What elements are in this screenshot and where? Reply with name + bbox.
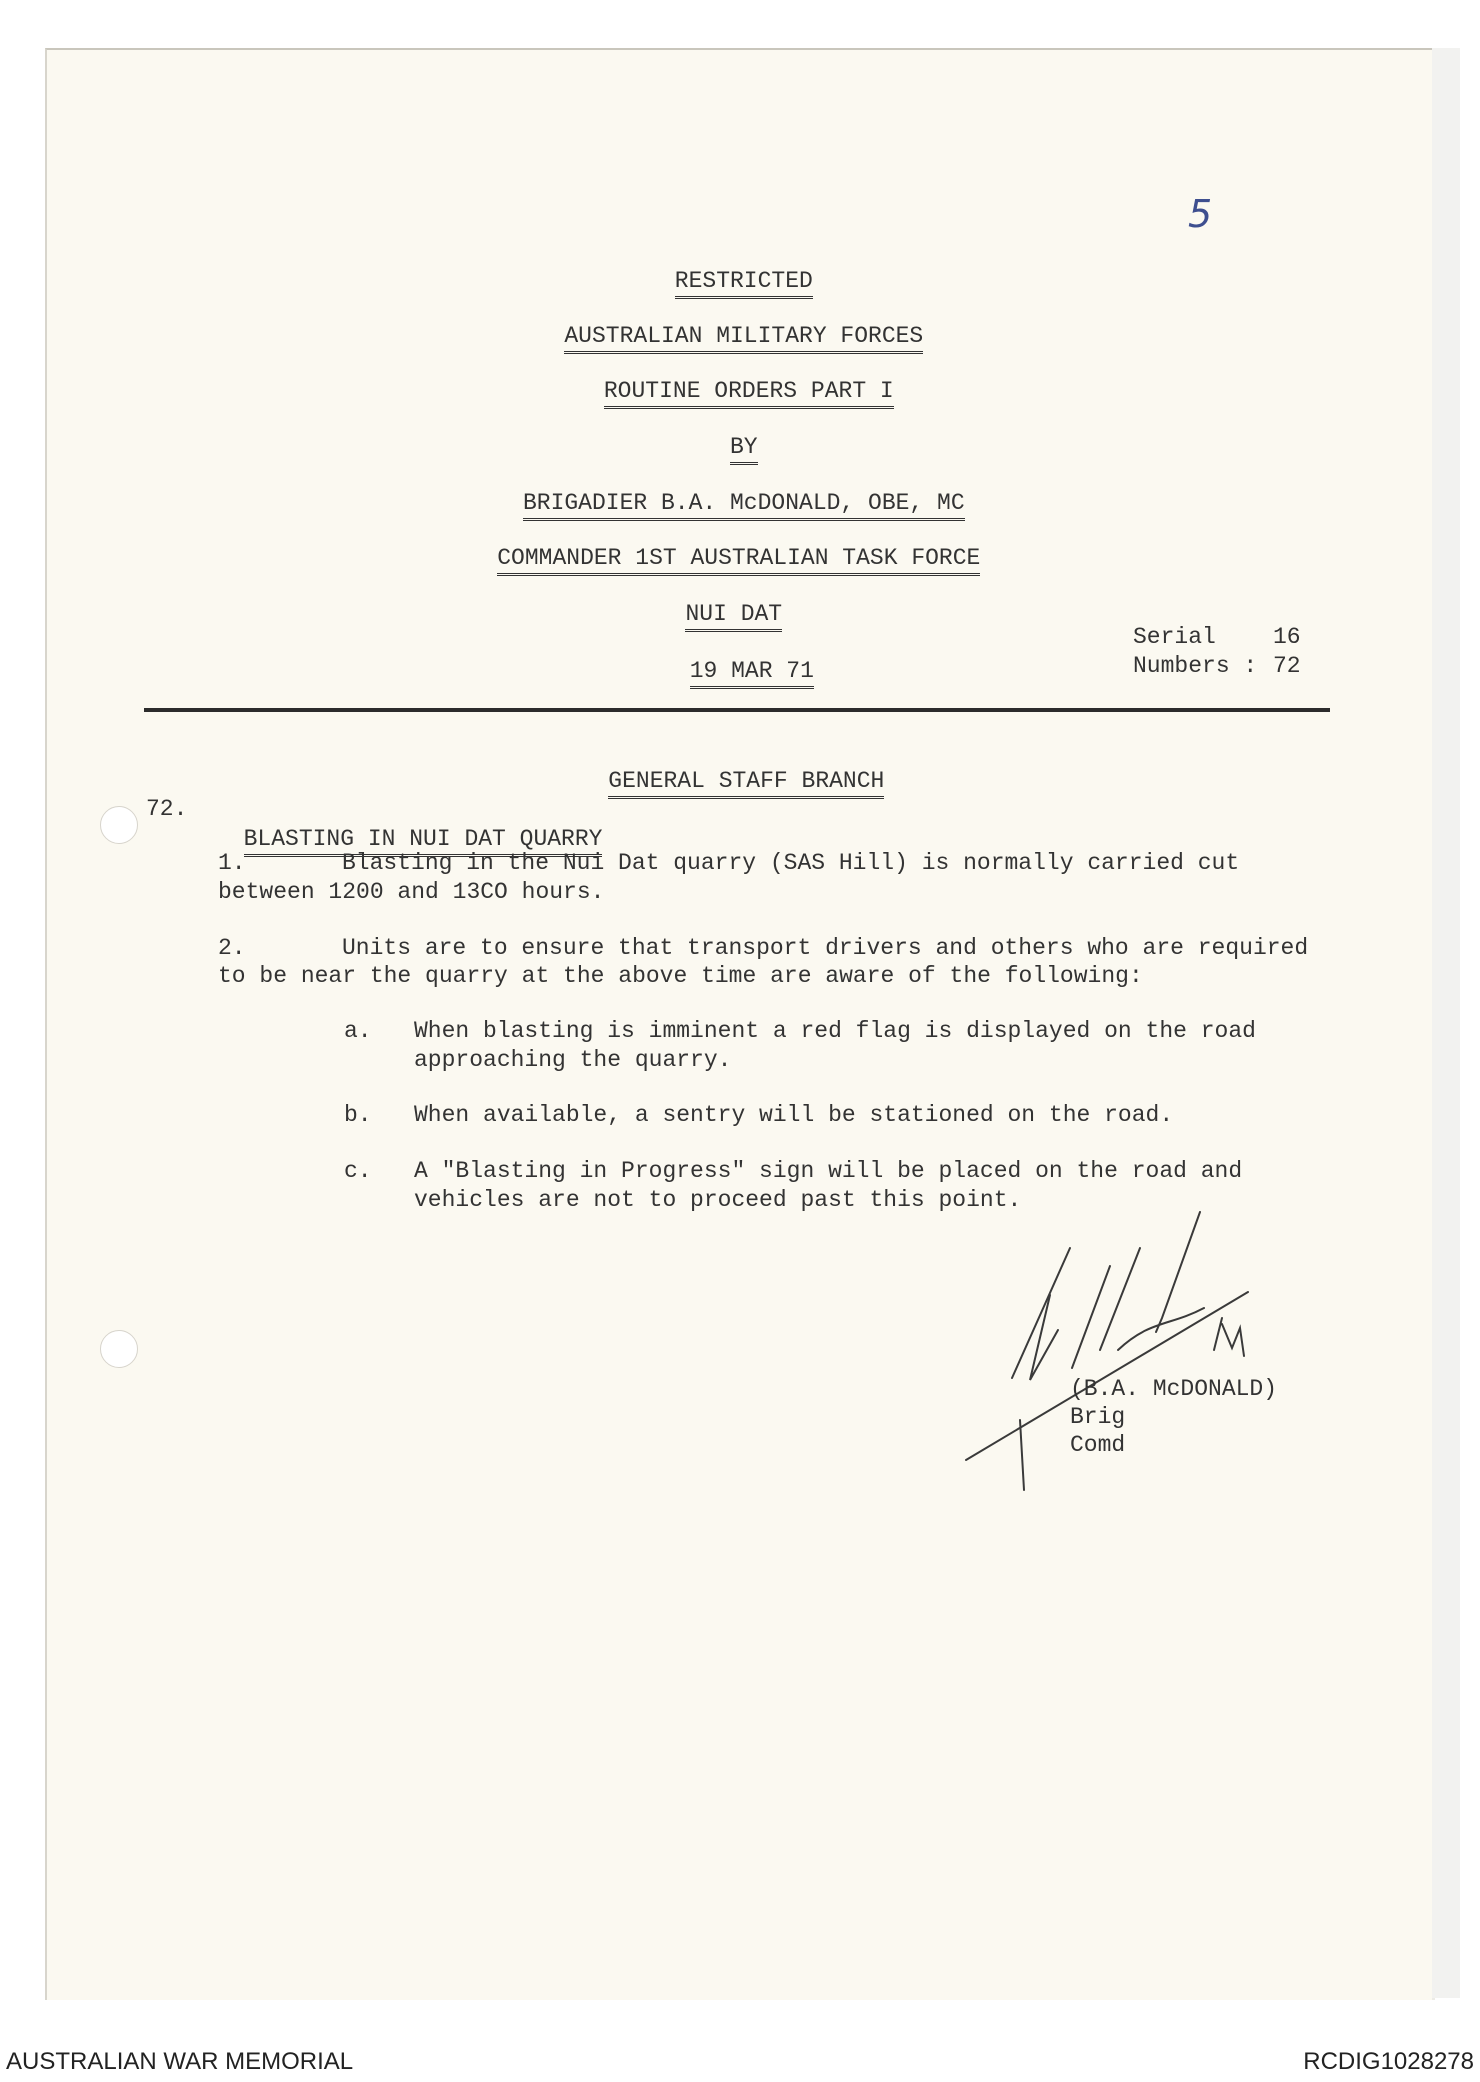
header-officer: BRIGADIER B.A. McDONALD, OBE, MC [0, 458, 1460, 521]
numbers-label: Numbers : [1133, 653, 1258, 679]
serial-label: Serial [1133, 624, 1216, 650]
header-date: 19 MAR 71 [0, 626, 1476, 689]
serial-value: 16 [1273, 624, 1301, 650]
signature-role: Comd [1070, 1432, 1126, 1458]
subitem-c-label: c. [344, 1158, 372, 1184]
header-location: NUI DAT [0, 569, 1440, 632]
subitem-c-line-1: A "Blasting in Progress" sign will be placed on the road and [414, 1158, 1243, 1184]
header-orders: ROUTINE ORDERS PART I [0, 346, 1470, 409]
item-title: BLASTING IN NUI DAT QUARRY [216, 794, 602, 857]
subitem-a-line-1: When blasting is imminent a red flag is displayed on the road [414, 1018, 1256, 1044]
footer-archive-name: AUSTRALIAN WAR MEMORIAL [6, 2048, 354, 2075]
signature-name: (B.A. McDONALD) [1070, 1376, 1278, 1402]
item-number: 72. [146, 796, 188, 822]
paragraph-1-line-1: Blasting in the Nui Dat quarry (SAS Hill) is normally carried cut [342, 850, 1240, 876]
subitem-a-line-2: approaching the quarry. [414, 1047, 732, 1073]
paragraph-2-number: 2. [218, 935, 246, 961]
subitem-a-label: a. [344, 1018, 372, 1044]
punch-hole-upper [100, 806, 138, 844]
subitem-c-line-2: vehicles are not to proceed past this point. [414, 1187, 1022, 1213]
paragraph-1-number: 1. [218, 850, 246, 876]
subitem-b-line-1: When available, a sentry will be stationed on the road. [414, 1102, 1174, 1128]
signature-rank: Brig [1070, 1404, 1126, 1430]
paragraph-1-line-2: between 1200 and 13CO hours. [218, 879, 605, 905]
header-classification: RESTRICTED [0, 236, 1460, 299]
punch-hole-lower [100, 1330, 138, 1368]
numbers-value: 72 [1273, 653, 1301, 679]
branch-heading: GENERAL STAFF BRANCH [0, 736, 1465, 799]
handwritten-page-number: 5 [1188, 192, 1213, 236]
header-forces: AUSTRALIAN MILITARY FORCES [0, 291, 1460, 354]
paragraph-2-line-2: to be near the quarry at the above time are aware of the following: [218, 963, 1143, 989]
header-by: BY [0, 402, 1460, 465]
header-command: COMMANDER 1ST AUSTRALIAN TASK FORCE [0, 513, 1450, 576]
header-divider [144, 708, 1330, 712]
footer-record-id: RCDIG1028278 [1303, 2048, 1474, 2075]
paragraph-2-line-1: Units are to ensure that transport drivers and others who are required [342, 935, 1309, 961]
subitem-b-label: b. [344, 1102, 372, 1128]
